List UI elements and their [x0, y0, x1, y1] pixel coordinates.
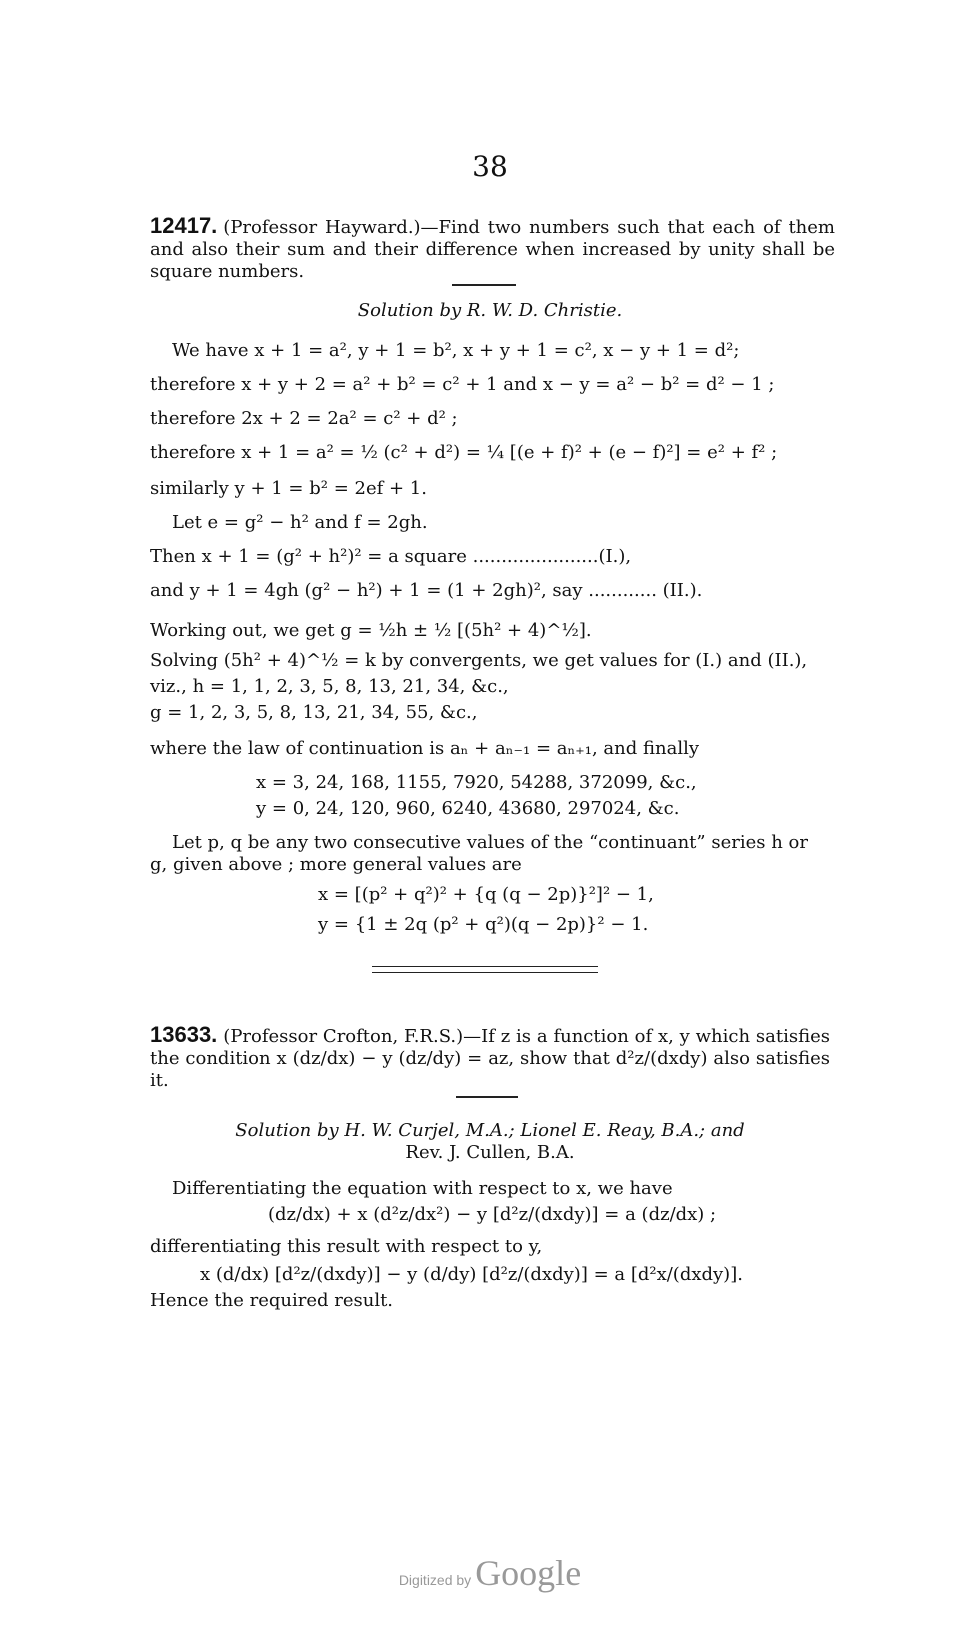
solution-line-11: viz., h = 1, 1, 2, 3, 5, 8, 13, 21, 34, &c., [150, 676, 509, 697]
solution-line-14: x = 3, 24, 168, 1155, 7920, 54288, 372099, &c., [256, 772, 697, 793]
solution-line-4: therefore x + 1 = a² = ½ (c² + d²) = ¼ [(e + f)² + (e − f)²] = e² + f² ; [150, 442, 778, 463]
page-number: 38 [472, 150, 508, 183]
problem-text: (Professor Hayward.)—Find two numbers such that each of them and also their sum and their difference when increased by unity shall be square numbers. [150, 217, 835, 282]
solution-line-7: Then x + 1 = (g² + h²)² = a square ......................(I.), [150, 546, 632, 567]
solution-line-3: therefore 2x + 2 = 2a² = c² + d² ; [150, 408, 458, 429]
solution2-line-4: x (d/dx) [d²z/(dxdy)] − y (d/dy) [d²z/(dxdy)] = a [d²x/(dxdy)]. [200, 1264, 743, 1285]
problem-13633-statement [150, 1024, 830, 1092]
problem-number: 13633. [150, 1022, 218, 1047]
digitized-label: Digitized by [398, 1572, 472, 1588]
solution-line-12: g = 1, 2, 3, 5, 8, 13, 21, 34, 55, &c., [150, 702, 478, 723]
short-divider [456, 1096, 518, 1098]
solution2-line-1: Differentiating the equation with respect to x, we have [172, 1178, 673, 1199]
solution2-line-5: Hence the required result. [150, 1290, 394, 1311]
solution-line-13: where the law of continuation is aₙ + aₙ₋₁ = aₙ₊₁, and finally [150, 738, 700, 759]
double-divider-bottom [372, 972, 598, 973]
solution-line-2: therefore x + y + 2 = a² + b² = c² + 1 and x − y = a² − b² = d² − 1 ; [150, 374, 775, 395]
problem-12417-statement [150, 215, 835, 283]
google-logo: Google [475, 1553, 582, 1593]
solution-attribution: Solution by R. W. D. Christie. [357, 300, 623, 321]
solution-line-19: y = {1 ± 2q (p² + q²)(q − 2p)}² − 1. [318, 914, 649, 935]
solution-line-9: Working out, we get g = ½h ± ½ [(5h² + 4)^½]. [150, 620, 592, 641]
solution-attribution-1: Solution by H. W. Curjel, M.A.; Lionel E. Reay, B.A.; and [235, 1120, 745, 1141]
solution-line-10: Solving (5h² + 4)^½ = k by convergents, we get values for (I.) and (II.), [150, 650, 808, 671]
solution-line-17: g, given above ; more general values are [150, 854, 522, 875]
problem-text: (Professor Crofton, F.R.S.)—If z is a function of x, y which satisfies the condition x (dz/dx) − y (dz/dy) = az, show that d²z/(dxdy) also satisfies it. [150, 1026, 830, 1091]
problem-number: 12417. [150, 213, 218, 238]
solution-line-6: Let e = g² − h² and f = 2gh. [172, 512, 428, 533]
solution2-line-2: (dz/dx) + x (d²z/dx²) − y [d²z/(dxdy)] = a (dz/dx) ; [268, 1204, 717, 1225]
short-divider [452, 284, 516, 286]
solution-line-5: similarly y + 1 = b² = 2ef + 1. [150, 478, 427, 499]
solution-line-1: We have x + 1 = a², y + 1 = b², x + y + 1 = c², x − y + 1 = d²; [172, 340, 740, 361]
solution-line-8: and y + 1 = 4gh (g² − h²) + 1 = (1 + 2gh)², say ............ (II.). [150, 580, 703, 601]
solution-line-18: x = [(p² + q²)² + {q (q − 2p)}²]² − 1, [318, 884, 654, 905]
double-divider-top [372, 966, 598, 967]
solution-line-16: Let p, q be any two consecutive values of the “continuant” series h or [172, 832, 808, 853]
solution2-line-3: differentiating this result with respect to y, [150, 1236, 543, 1257]
solution-line-15: y = 0, 24, 120, 960, 6240, 43680, 297024, &c. [256, 798, 680, 819]
digitized-watermark [0, 1552, 980, 1594]
solution-attribution-2: Rev. J. Cullen, B.A. [405, 1142, 575, 1163]
